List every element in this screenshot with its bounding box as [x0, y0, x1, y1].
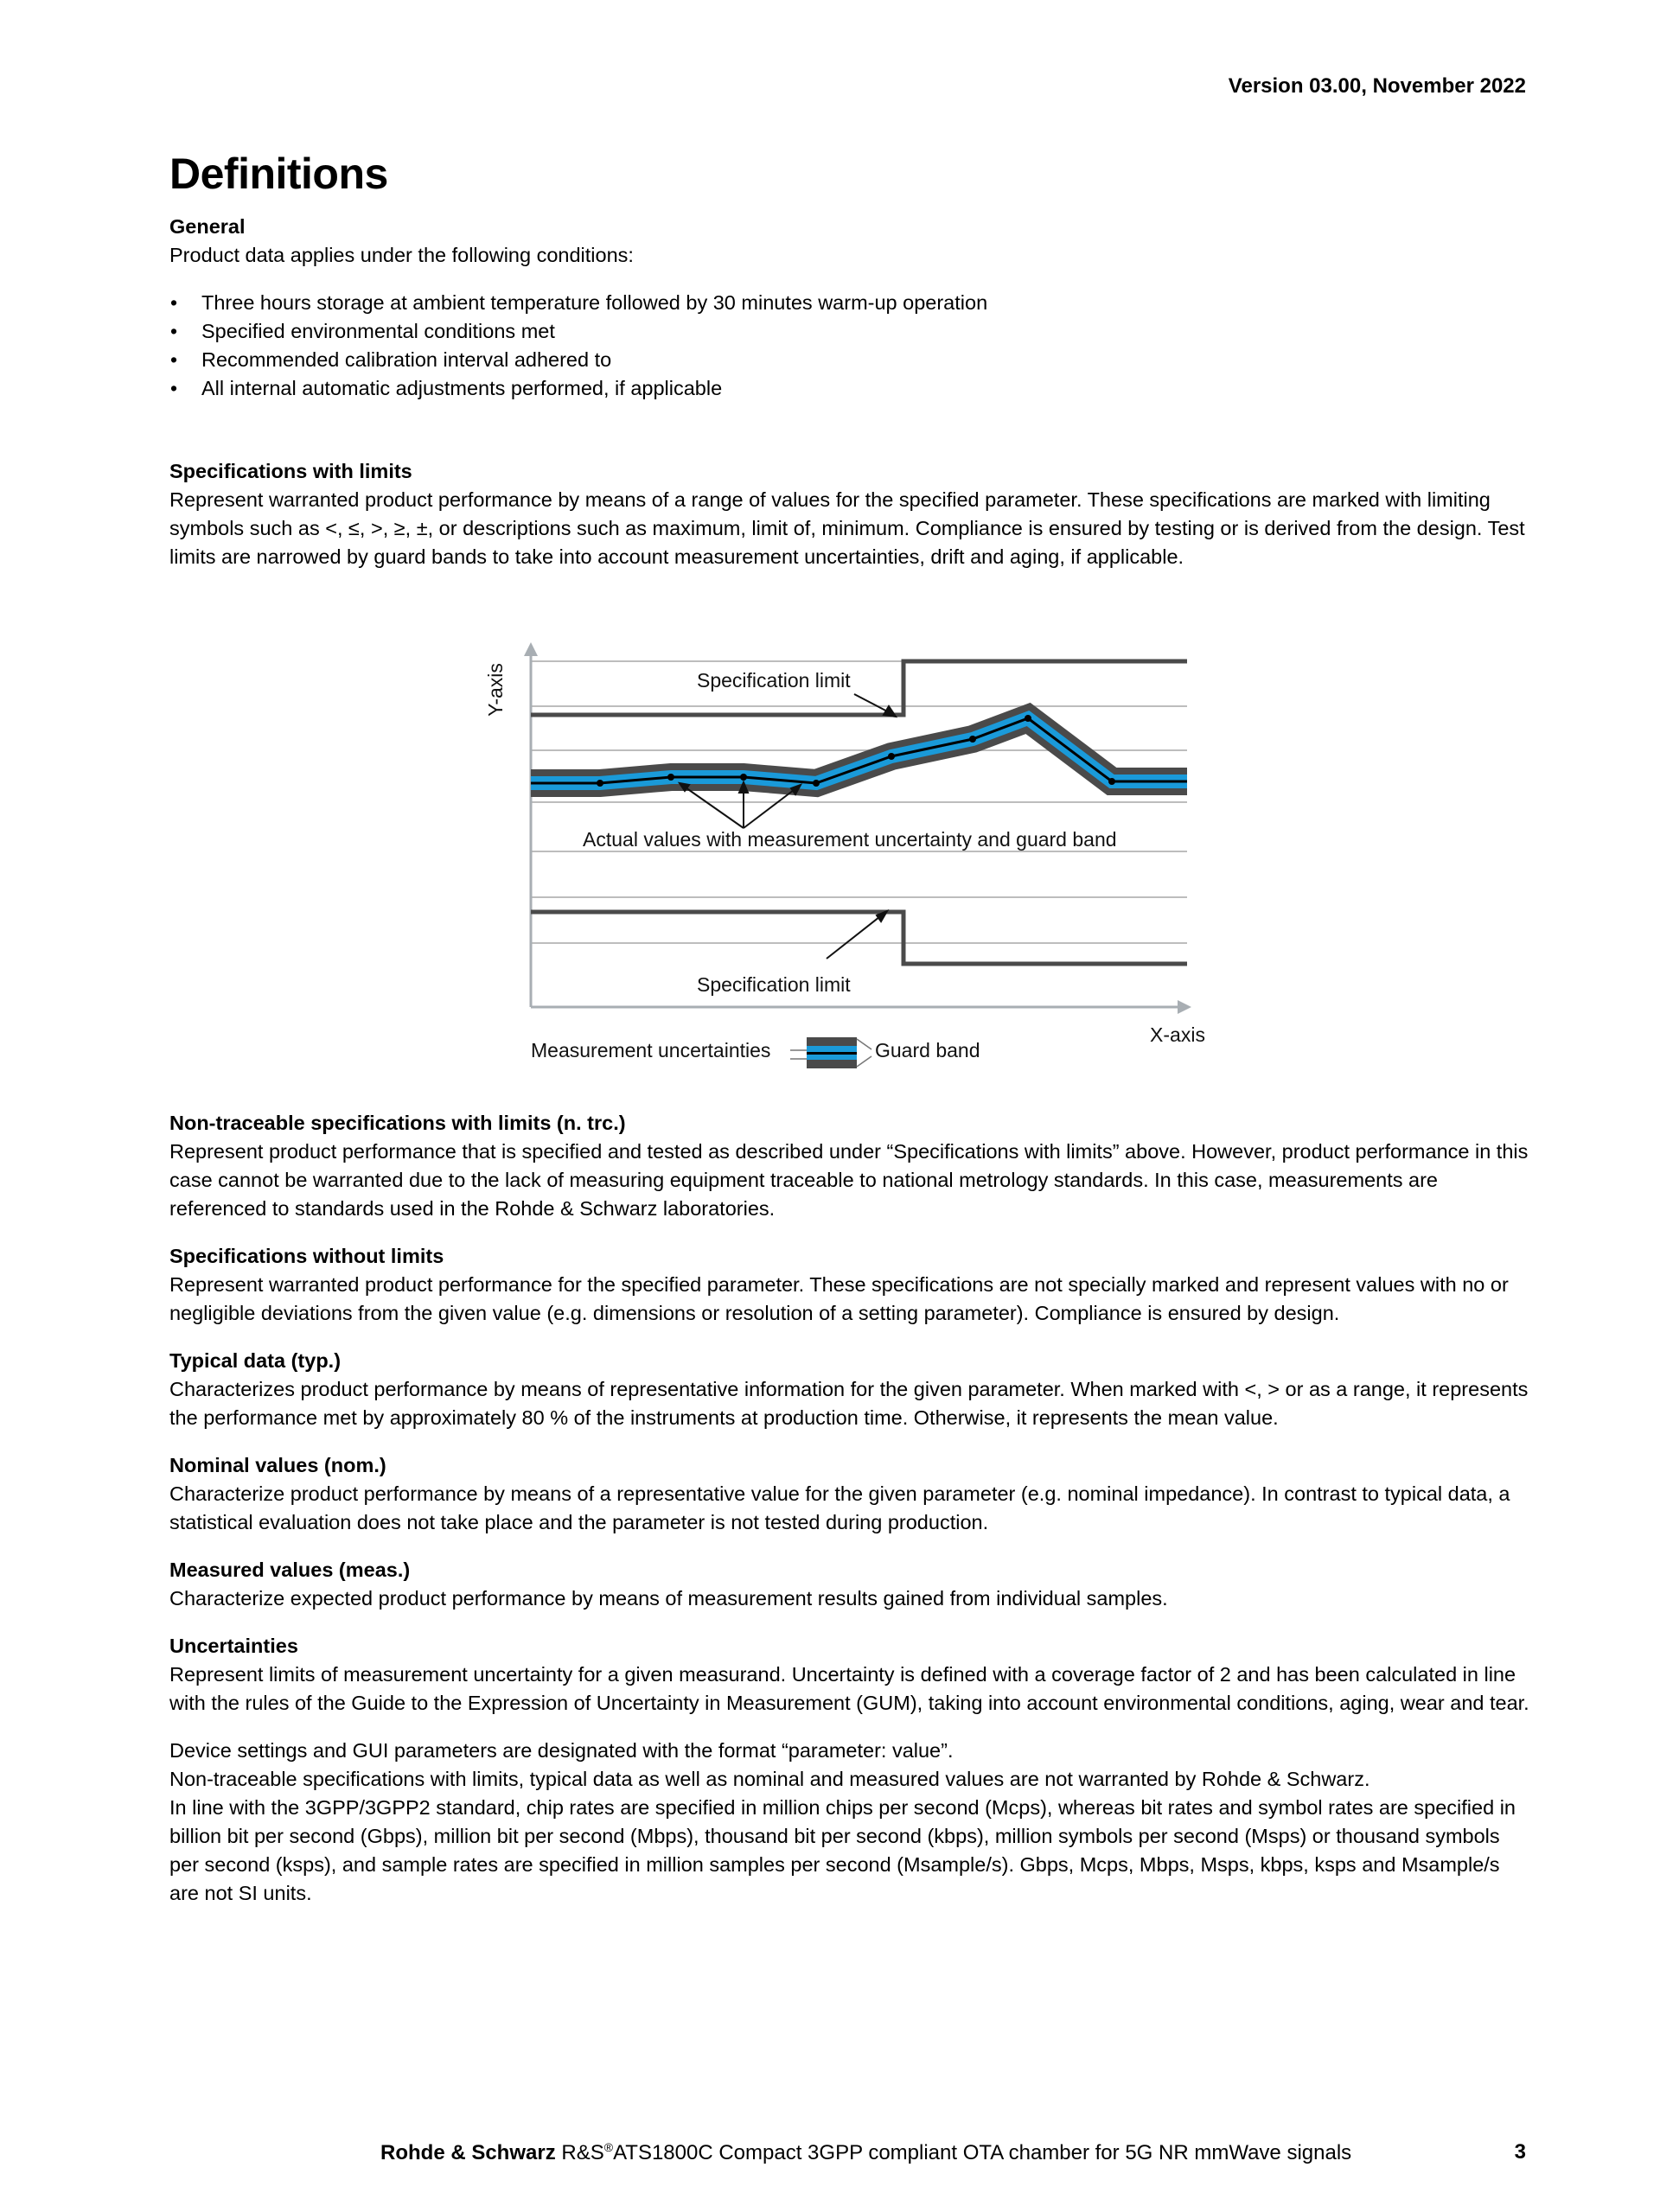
section-body: Characterize product performance by means of a representative value for the given parameter (e.g. nominal impedance). In contrast to typical data, a statistical evaluation does not take place and the parameter is not tested during production.: [169, 1482, 1510, 1533]
section-heading: Measured values (meas.): [169, 1559, 411, 1581]
diagram-figure: [169, 590, 1531, 1109]
actual-values-label: Actual values with measurement uncertainty and guard band: [583, 828, 1117, 851]
section-body: Represent warranted product performance for the specified parameter. These specifications are not specially marked and represent values with no or negligible deviations from the given value (e.g. dimensions or resolution of a setting parameter). Compliance is ensured by design.: [169, 1273, 1509, 1324]
lower-spec-limit-label: Specification limit: [697, 973, 851, 996]
arrow-head-icon: [884, 706, 896, 717]
x-axis-arrow-icon: [1178, 1000, 1191, 1014]
note-device-settings: Device settings and GUI parameters are designated with the format “parameter: value”.: [169, 1739, 954, 1762]
section-spec-with-limits: [169, 457, 1531, 571]
section-uncertainties: [169, 1632, 1531, 1718]
list-item: • Three hours storage at ambient temperature followed by 30 minutes warm-up operation: [201, 289, 1531, 317]
section-heading: Typical data (typ.): [169, 1349, 342, 1372]
section-non-traceable: [169, 1109, 1531, 1223]
document-version: Version 03.00, November 2022: [1228, 74, 1526, 98]
section-general: [169, 213, 1531, 403]
annotation-arrows: [680, 694, 896, 959]
page-footer: [380, 2140, 1351, 2165]
footer-product: ATS1800C Compact 3GPP compliant OTA chamber for 5G NR mmWave signals: [613, 2141, 1352, 2164]
section-heading: Specifications without limits: [169, 1245, 444, 1267]
footer-brand: Rohde & Schwarz: [380, 2141, 556, 2164]
x-axis-label: X-axis: [1150, 1023, 1205, 1046]
section-body: Represent product performance that is specified and tested as described under “Specifications with limits” above. However, product performance in this case cannot be warranted due to the lack of measuring equipment traceable to national metrology standards. In this case, measurements are referenced to standards used in the Rohde & Schwarz laboratories.: [169, 1140, 1529, 1220]
grid-lines: [531, 661, 1187, 943]
y-axis-arrow-icon: [524, 642, 538, 656]
section-spec-without-limits: [169, 1242, 1531, 1328]
legend-uncertainties-label: Measurement uncertainties: [531, 1039, 771, 1061]
section-typical-data: [169, 1347, 1531, 1432]
lower-spec-limit-line: [531, 912, 1187, 964]
section-heading: Uncertainties: [169, 1635, 298, 1657]
section-body: Characterize expected product performance by means of measurement results gained from individual samples.: [169, 1587, 1168, 1610]
section-heading: Nominal values (nom.): [169, 1454, 386, 1476]
upper-spec-limit-label: Specification limit: [697, 669, 851, 692]
specification-limit-diagram: [169, 590, 1531, 1109]
conditions-list: [169, 289, 1531, 403]
legend-guard-band-label: Guard band: [875, 1039, 980, 1061]
y-axis-label: Y-axis: [484, 663, 507, 717]
list-item: • All internal automatic adjustments performed, if applicable: [201, 374, 1531, 403]
legend: [531, 1037, 980, 1068]
section-heading: Non-traceable specifications with limits (n. trc.): [169, 1112, 626, 1134]
list-item: • Specified environmental conditions met: [201, 317, 1531, 346]
section-body: Characterizes product performance by means of representative information for the given parameter. When marked with <, > or as a range, it represents the performance met by approximately 80 % of the instruments at production time. Otherwise, it represents the mean value.: [169, 1378, 1529, 1429]
list-item: • Recommended calibration interval adhered to: [201, 346, 1531, 374]
note-units: In line with the 3GPP/3GPP2 standard, chip rates are specified in million chips per second (Mcps), whereas bit rates and symbol rates are specified in billion bit per second (Gbps), million bit per second (Mbps), thousand bit per second (kbps), million symbols per second (Msps) or thousand symbols per second (ksps), and sample rates are specified in million samples per second (Msample/s). Gbps, Mcps, Mbps, Msps, kbps, ksps and Msample/s are not SI units.: [169, 1796, 1516, 1904]
document-body: [169, 213, 1531, 1908]
registered-mark: ®: [603, 2140, 614, 2154]
note-warranty: Non-traceable specifications with limits, typical data as well as nominal and measured values are not warranted by Rohde & Schwarz.: [169, 1768, 1370, 1790]
section-nominal-values: [169, 1451, 1531, 1537]
section-body: Represent warranted product performance by means of a range of values for the specified parameter. These specifications are marked with limiting symbols such as <, ≤, >, ≥, ±, or descriptions such as maximum, limit of, minimum. Compliance is ensured by testing or is derived from the design. Test limits are narrowed by guard bands to take into account measurement uncertainties, drift and aging, if applicable.: [169, 488, 1525, 568]
section-body: Represent limits of measurement uncertainty for a given measurand. Uncertainty is defined with a coverage factor of 2 and has been calculated in line with the rules of the Guide to the Expression of Uncertainty in Measurement (GUM), taking into account environmental conditions, aging, wear and tear.: [169, 1663, 1529, 1714]
section-measured-values: [169, 1556, 1531, 1613]
section-heading: Specifications with limits: [169, 460, 412, 482]
page-title: Definitions: [169, 150, 388, 198]
section-heading: General: [169, 215, 246, 238]
section-intro: Product data applies under the following conditions:: [169, 244, 634, 266]
page-number: 3: [1514, 2140, 1526, 2164]
footer-product-prefix: R&S: [561, 2141, 604, 2164]
